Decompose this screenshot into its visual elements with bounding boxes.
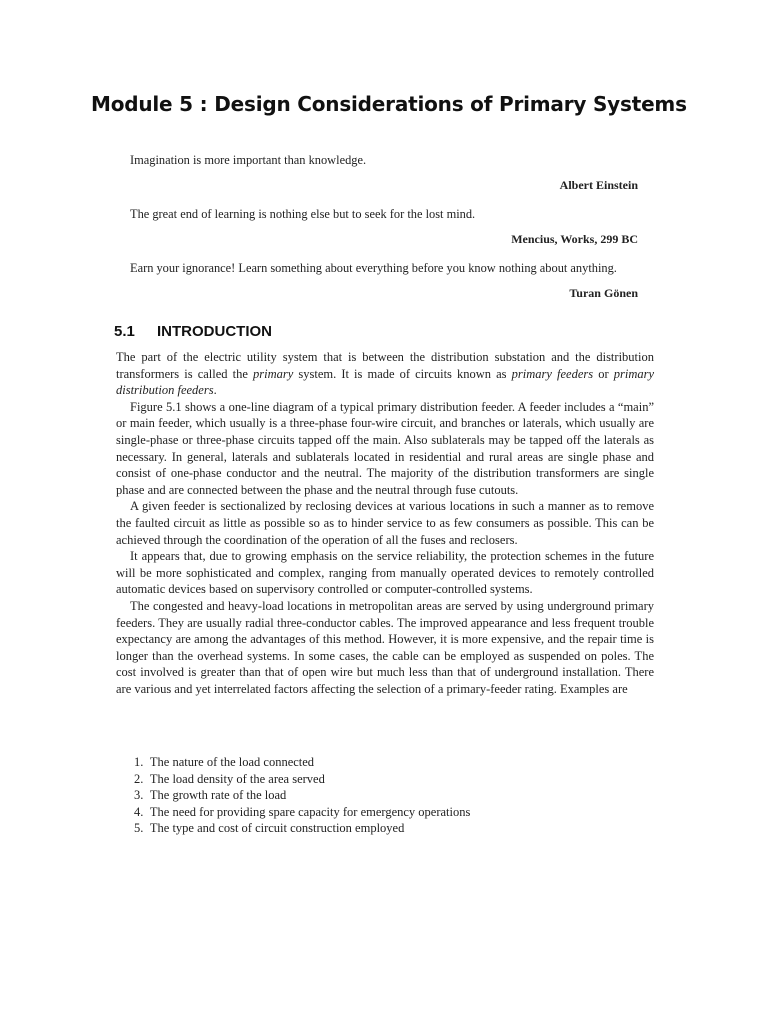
list-item-number: 1. [134,755,144,769]
list-item-number: 2. [134,771,144,786]
quote-author: Albert Einstein [559,178,638,192]
body-paragraph [116,399,654,499]
epigraph-quote-1 [130,153,638,193]
text-run: It appears that, due to growing emphasis on the service reliability, the protection schemes in the future will be more sophisticated and complex, ranging from manually operated devices to remotely controlled automatic devices based on supervisory controlled or computer-controlled systems. [116,549,654,597]
section-body [116,349,654,697]
body-paragraph [116,598,654,698]
list-item-text: The load density of the area served [147,771,325,786]
list-item-text: The growth rate of the load [147,788,287,803]
list-item [134,820,470,837]
list-item-text: The type and cost of circuit construction employed [147,821,405,836]
text-run: The part of the electric utility system that is between the distribution substation and the distribution transformers is called the [116,350,654,381]
quote-text: Imagination is more important than knowledge. [130,153,367,167]
list-item-number: 3. [134,788,144,803]
list-item-text: The need for providing spare capacity for emergency operations [147,804,471,819]
italic-term: primary distribution feeders [116,366,655,398]
list-item-number: 5. [134,821,144,836]
quote-author: Mencius, Works, 299 BC [511,232,638,246]
quote-author: Turan Gönen [569,286,638,300]
text-run: A given feeder is sectionalized by reclosing devices at various locations in such a manner as to remove the faulted circuit as little as possible so as to hinder service to as few consumers as possible. This can be achieved through the coordination of the operation of all the fuses and reclosers. [116,499,654,547]
list-item [134,771,470,788]
body-paragraph [116,548,654,598]
italic-term: primary feeders [511,366,594,381]
text-run: . [213,383,217,398]
factor-list [134,754,470,837]
text-run: or [593,366,614,381]
section-heading [114,323,272,340]
text-run: The congested and heavy-load locations in metropolitan areas are served by using underground primary feeders. They are usually radial three-conductor cables. The improved appearance and less frequent trouble expectancy are among the advantages of this method. However, it is more expensive, and the repair time is longer than the overhead systems. In some cases, the cable can be employed as suspended on poles. The cost involved is greater than that of open wire but much less than that of underground installation. There are various and yet interrelated factors affecting the selection of a primary-feeder rating. Examples are [116,598,654,696]
list-item [134,754,470,771]
list-item [134,787,470,804]
quote-text: Earn your ignorance! Learn something about everything before you know nothing about anything. [130,261,617,275]
body-paragraph [116,498,654,548]
section-number: 5.1 [114,323,135,340]
list-item [134,804,470,821]
text-run: system. It is made of circuits known as [293,366,512,381]
body-paragraph [116,349,654,399]
epigraph-quote-3 [130,261,638,301]
quote-text: The great end of learning is nothing else but to seek for the lost mind. [130,207,476,221]
section-title: INTRODUCTION [157,323,272,340]
epigraph-quote-2 [130,207,638,247]
list-item-number: 4. [134,804,144,819]
text-run: Figure 5.1 shows a one-line diagram of a typical primary distribution feeder. A feeder includes a “main” or main feeder, which usually is a three-phase four-wire circuit, and branches or laterals, which usually are single-phase or three-phase circuits tapped off the main. Also sublaterals may be tapped off the laterals as necessary. In general, laterals and sublaterals located in residential and rural areas are single phase and consist of one-phase conductor and the neutral. The majority of the distribution transformers are single phase and are connected between the phase and the neutral through fuse cutouts. [116,399,654,497]
italic-term: primary [253,366,294,381]
list-item-text: The nature of the load connected [147,755,315,769]
module-title: Module 5 : Design Considerations of Primary Systems [91,92,687,116]
